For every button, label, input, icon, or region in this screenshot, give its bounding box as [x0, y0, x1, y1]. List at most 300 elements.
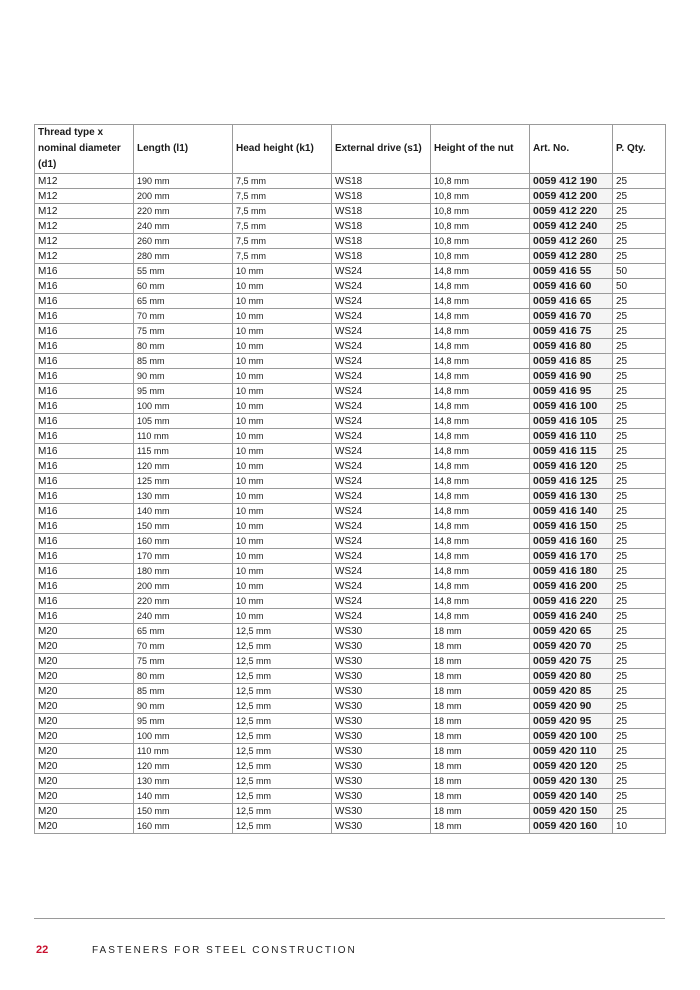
external-drive-cell: WS24 — [332, 459, 431, 474]
table-row — [35, 789, 666, 804]
nut-height-cell: 18 mm — [431, 714, 530, 729]
external-drive-cell: WS30 — [332, 789, 431, 804]
head-height-cell: 10 mm — [233, 504, 332, 519]
external-drive-cell: WS24 — [332, 594, 431, 609]
art-no-cell: 0059 416 85 — [530, 354, 613, 369]
table-row — [35, 579, 666, 594]
head-height-cell: 7,5 mm — [233, 204, 332, 219]
nut-height-cell: 14,8 mm — [431, 579, 530, 594]
nut-height-cell: 18 mm — [431, 654, 530, 669]
art-no-cell: 0059 416 150 — [530, 519, 613, 534]
section-title: FASTENERS FOR STEEL CONSTRUCTION — [92, 945, 357, 956]
thread-type-cell: M16 — [35, 459, 134, 474]
pack-qty-cell: 25 — [613, 219, 666, 234]
thread-type-cell: M16 — [35, 489, 134, 504]
nut-height-cell: 14,8 mm — [431, 429, 530, 444]
thread-type-cell: M20 — [35, 639, 134, 654]
nut-height-cell: 18 mm — [431, 804, 530, 819]
page-number: 22 — [36, 944, 49, 956]
table-row — [35, 189, 666, 204]
length-cell: 140 mm — [134, 789, 233, 804]
art-no-cell: 0059 420 140 — [530, 789, 613, 804]
length-cell: 170 mm — [134, 549, 233, 564]
pack-qty-cell: 25 — [613, 459, 666, 474]
thread-type-cell: M20 — [35, 789, 134, 804]
length-cell: 65 mm — [134, 294, 233, 309]
pack-qty-cell: 25 — [613, 534, 666, 549]
length-cell: 125 mm — [134, 474, 233, 489]
head-height-cell: 12,5 mm — [233, 624, 332, 639]
thread-type-cell: M20 — [35, 714, 134, 729]
external-drive-cell: WS30 — [332, 669, 431, 684]
head-height-cell: 12,5 mm — [233, 759, 332, 774]
table-row — [35, 504, 666, 519]
nut-height-cell: 14,8 mm — [431, 399, 530, 414]
length-cell: 150 mm — [134, 804, 233, 819]
thread-type-cell: M12 — [35, 174, 134, 189]
head-height-cell: 12,5 mm — [233, 729, 332, 744]
length-cell: 240 mm — [134, 609, 233, 624]
length-cell: 100 mm — [134, 729, 233, 744]
thread-type-cell: M16 — [35, 339, 134, 354]
pack-qty-cell: 25 — [613, 594, 666, 609]
table-row — [35, 519, 666, 534]
head-height-cell: 10 mm — [233, 384, 332, 399]
external-drive-cell: WS30 — [332, 774, 431, 789]
art-no-cell: 0059 412 200 — [530, 189, 613, 204]
nut-height-cell: 14,8 mm — [431, 414, 530, 429]
thread-type-cell: M16 — [35, 534, 134, 549]
art-no-cell: 0059 420 90 — [530, 699, 613, 714]
head-height-cell: 10 mm — [233, 429, 332, 444]
head-height-cell: 10 mm — [233, 414, 332, 429]
thread-type-cell: M12 — [35, 219, 134, 234]
external-drive-cell: WS24 — [332, 444, 431, 459]
table-row — [35, 714, 666, 729]
thread-type-cell: M16 — [35, 579, 134, 594]
length-cell: 140 mm — [134, 504, 233, 519]
head-height-cell: 10 mm — [233, 579, 332, 594]
art-no-cell: 0059 412 190 — [530, 174, 613, 189]
external-drive-cell: WS24 — [332, 339, 431, 354]
table-row — [35, 534, 666, 549]
length-cell: 110 mm — [134, 429, 233, 444]
external-drive-cell: WS24 — [332, 414, 431, 429]
external-drive-cell: WS30 — [332, 729, 431, 744]
nut-height-cell: 14,8 mm — [431, 549, 530, 564]
pack-qty-cell: 25 — [613, 189, 666, 204]
pack-qty-cell: 50 — [613, 279, 666, 294]
nut-height-cell: 14,8 mm — [431, 489, 530, 504]
pack-qty-cell: 25 — [613, 519, 666, 534]
table-row — [35, 249, 666, 264]
pack-qty-cell: 25 — [613, 609, 666, 624]
thread-type-cell: M20 — [35, 759, 134, 774]
art-no-cell: 0059 416 160 — [530, 534, 613, 549]
head-height-cell: 12,5 mm — [233, 774, 332, 789]
length-cell: 85 mm — [134, 684, 233, 699]
nut-height-cell: 14,8 mm — [431, 609, 530, 624]
thread-type-cell: M20 — [35, 729, 134, 744]
pack-qty-cell: 25 — [613, 804, 666, 819]
length-cell: 70 mm — [134, 639, 233, 654]
head-height-cell: 10 mm — [233, 489, 332, 504]
nut-height-cell: 14,8 mm — [431, 474, 530, 489]
length-cell: 180 mm — [134, 564, 233, 579]
art-no-cell: 0059 416 65 — [530, 294, 613, 309]
length-cell: 105 mm — [134, 414, 233, 429]
external-drive-cell: WS30 — [332, 759, 431, 774]
thread-type-cell: M16 — [35, 264, 134, 279]
art-no-cell: 0059 420 160 — [530, 819, 613, 834]
table-row — [35, 174, 666, 189]
external-drive-cell: WS30 — [332, 684, 431, 699]
art-no-cell: 0059 416 180 — [530, 564, 613, 579]
external-drive-cell: WS24 — [332, 564, 431, 579]
table-row — [35, 369, 666, 384]
header-row — [35, 125, 666, 174]
length-cell: 260 mm — [134, 234, 233, 249]
art-no-cell: 0059 420 130 — [530, 774, 613, 789]
head-height-cell: 10 mm — [233, 264, 332, 279]
length-cell: 130 mm — [134, 489, 233, 504]
thread-type-cell: M20 — [35, 624, 134, 639]
external-drive-cell: WS30 — [332, 654, 431, 669]
nut-height-cell: 14,8 mm — [431, 444, 530, 459]
length-cell: 115 mm — [134, 444, 233, 459]
art-no-cell: 0059 420 95 — [530, 714, 613, 729]
table-row — [35, 684, 666, 699]
nut-height-cell: 10,8 mm — [431, 249, 530, 264]
thread-type-cell: M16 — [35, 564, 134, 579]
pack-qty-cell: 10 — [613, 819, 666, 834]
footer-divider — [34, 918, 665, 919]
length-cell: 280 mm — [134, 249, 233, 264]
table-row — [35, 384, 666, 399]
pack-qty-cell: 25 — [613, 399, 666, 414]
external-drive-cell: WS24 — [332, 324, 431, 339]
pack-qty-cell: 25 — [613, 564, 666, 579]
external-drive-cell: WS30 — [332, 624, 431, 639]
external-drive-cell: WS24 — [332, 294, 431, 309]
art-no-cell: 0059 416 125 — [530, 474, 613, 489]
head-height-cell: 12,5 mm — [233, 669, 332, 684]
head-height-cell: 10 mm — [233, 459, 332, 474]
art-no-cell: 0059 420 150 — [530, 804, 613, 819]
header-external-drive: External drive (s1) — [332, 125, 431, 174]
length-cell: 110 mm — [134, 744, 233, 759]
pack-qty-cell: 25 — [613, 549, 666, 564]
table-row — [35, 474, 666, 489]
length-cell: 160 mm — [134, 819, 233, 834]
nut-height-cell: 18 mm — [431, 624, 530, 639]
thread-type-cell: M12 — [35, 204, 134, 219]
nut-height-cell: 14,8 mm — [431, 384, 530, 399]
external-drive-cell: WS24 — [332, 369, 431, 384]
external-drive-cell: WS24 — [332, 489, 431, 504]
head-height-cell: 10 mm — [233, 549, 332, 564]
thread-type-cell: M16 — [35, 309, 134, 324]
thread-type-cell: M16 — [35, 609, 134, 624]
nut-height-cell: 18 mm — [431, 684, 530, 699]
external-drive-cell: WS30 — [332, 744, 431, 759]
nut-height-cell: 14,8 mm — [431, 279, 530, 294]
pack-qty-cell: 25 — [613, 684, 666, 699]
nut-height-cell: 18 mm — [431, 729, 530, 744]
nut-height-cell: 14,8 mm — [431, 369, 530, 384]
table-row — [35, 264, 666, 279]
table-row — [35, 639, 666, 654]
thread-type-cell: M16 — [35, 369, 134, 384]
thread-type-cell: M16 — [35, 384, 134, 399]
thread-type-cell: M20 — [35, 684, 134, 699]
nut-height-cell: 18 mm — [431, 669, 530, 684]
pack-qty-cell: 25 — [613, 384, 666, 399]
pack-qty-cell: 25 — [613, 699, 666, 714]
pack-qty-cell: 25 — [613, 444, 666, 459]
art-no-cell: 0059 420 85 — [530, 684, 613, 699]
art-no-cell: 0059 416 105 — [530, 414, 613, 429]
art-no-cell: 0059 420 75 — [530, 654, 613, 669]
table-row — [35, 699, 666, 714]
length-cell: 160 mm — [134, 534, 233, 549]
pack-qty-cell: 25 — [613, 504, 666, 519]
head-height-cell: 7,5 mm — [233, 189, 332, 204]
pack-qty-cell: 25 — [613, 354, 666, 369]
head-height-cell: 10 mm — [233, 534, 332, 549]
art-no-cell: 0059 416 75 — [530, 324, 613, 339]
art-no-cell: 0059 416 70 — [530, 309, 613, 324]
table-row — [35, 204, 666, 219]
head-height-cell: 12,5 mm — [233, 819, 332, 834]
pack-qty-cell: 25 — [613, 324, 666, 339]
nut-height-cell: 10,8 mm — [431, 189, 530, 204]
nut-height-cell: 14,8 mm — [431, 324, 530, 339]
thread-type-cell: M16 — [35, 279, 134, 294]
pack-qty-cell: 25 — [613, 309, 666, 324]
table-row — [35, 444, 666, 459]
external-drive-cell: WS24 — [332, 534, 431, 549]
head-height-cell: 10 mm — [233, 339, 332, 354]
thread-type-cell: M16 — [35, 549, 134, 564]
art-no-cell: 0059 416 140 — [530, 504, 613, 519]
table-header — [35, 125, 666, 174]
length-cell: 190 mm — [134, 174, 233, 189]
external-drive-cell: WS30 — [332, 804, 431, 819]
pack-qty-cell: 25 — [613, 249, 666, 264]
external-drive-cell: WS24 — [332, 264, 431, 279]
head-height-cell: 10 mm — [233, 594, 332, 609]
external-drive-cell: WS18 — [332, 189, 431, 204]
length-cell: 60 mm — [134, 279, 233, 294]
art-no-cell: 0059 416 55 — [530, 264, 613, 279]
pack-qty-cell: 25 — [613, 294, 666, 309]
external-drive-cell: WS18 — [332, 174, 431, 189]
table-row — [35, 219, 666, 234]
art-no-cell: 0059 416 95 — [530, 384, 613, 399]
art-no-cell: 0059 420 70 — [530, 639, 613, 654]
art-no-cell: 0059 416 220 — [530, 594, 613, 609]
art-no-cell: 0059 416 110 — [530, 429, 613, 444]
thread-type-cell: M16 — [35, 414, 134, 429]
table-row — [35, 744, 666, 759]
table-row — [35, 309, 666, 324]
header-length: Length (l1) — [134, 125, 233, 174]
pack-qty-cell: 25 — [613, 414, 666, 429]
pack-qty-cell: 25 — [613, 774, 666, 789]
table-row — [35, 819, 666, 834]
art-no-cell: 0059 416 115 — [530, 444, 613, 459]
length-cell: 95 mm — [134, 384, 233, 399]
pack-qty-cell: 25 — [613, 714, 666, 729]
table-row — [35, 429, 666, 444]
nut-height-cell: 18 mm — [431, 759, 530, 774]
header-head-height: Head height (k1) — [233, 125, 332, 174]
thread-type-cell: M16 — [35, 429, 134, 444]
length-cell: 200 mm — [134, 189, 233, 204]
pack-qty-cell: 25 — [613, 174, 666, 189]
header-art-no: Art. No. — [530, 125, 613, 174]
nut-height-cell: 14,8 mm — [431, 264, 530, 279]
external-drive-cell: WS30 — [332, 639, 431, 654]
pack-qty-cell: 25 — [613, 204, 666, 219]
table-row — [35, 759, 666, 774]
length-cell: 85 mm — [134, 354, 233, 369]
head-height-cell: 10 mm — [233, 279, 332, 294]
length-cell: 80 mm — [134, 339, 233, 354]
head-height-cell: 10 mm — [233, 354, 332, 369]
head-height-cell: 10 mm — [233, 369, 332, 384]
pack-qty-cell: 25 — [613, 339, 666, 354]
head-height-cell: 7,5 mm — [233, 174, 332, 189]
length-cell: 90 mm — [134, 369, 233, 384]
length-cell: 65 mm — [134, 624, 233, 639]
art-no-cell: 0059 420 110 — [530, 744, 613, 759]
head-height-cell: 12,5 mm — [233, 714, 332, 729]
table-row — [35, 609, 666, 624]
head-height-cell: 7,5 mm — [233, 219, 332, 234]
art-no-cell: 0059 412 240 — [530, 219, 613, 234]
length-cell: 220 mm — [134, 204, 233, 219]
head-height-cell: 12,5 mm — [233, 699, 332, 714]
nut-height-cell: 14,8 mm — [431, 504, 530, 519]
nut-height-cell: 14,8 mm — [431, 594, 530, 609]
table-row — [35, 774, 666, 789]
head-height-cell: 12,5 mm — [233, 639, 332, 654]
table-row — [35, 549, 666, 564]
pack-qty-cell: 25 — [613, 579, 666, 594]
nut-height-cell: 14,8 mm — [431, 564, 530, 579]
external-drive-cell: WS24 — [332, 609, 431, 624]
table-row — [35, 414, 666, 429]
thread-type-cell: M12 — [35, 189, 134, 204]
head-height-cell: 10 mm — [233, 294, 332, 309]
nut-height-cell: 18 mm — [431, 699, 530, 714]
art-no-cell: 0059 416 200 — [530, 579, 613, 594]
length-cell: 95 mm — [134, 714, 233, 729]
thread-type-cell: M16 — [35, 474, 134, 489]
nut-height-cell: 14,8 mm — [431, 294, 530, 309]
thread-type-cell: M20 — [35, 804, 134, 819]
product-spec-table — [34, 124, 666, 834]
nut-height-cell: 10,8 mm — [431, 174, 530, 189]
head-height-cell: 7,5 mm — [233, 234, 332, 249]
external-drive-cell: WS30 — [332, 819, 431, 834]
external-drive-cell: WS30 — [332, 714, 431, 729]
thread-type-cell: M20 — [35, 699, 134, 714]
external-drive-cell: WS24 — [332, 279, 431, 294]
thread-type-cell: M20 — [35, 669, 134, 684]
head-height-cell: 10 mm — [233, 399, 332, 414]
nut-height-cell: 14,8 mm — [431, 519, 530, 534]
head-height-cell: 10 mm — [233, 609, 332, 624]
external-drive-cell: WS24 — [332, 519, 431, 534]
length-cell: 240 mm — [134, 219, 233, 234]
pack-qty-cell: 25 — [613, 759, 666, 774]
length-cell: 130 mm — [134, 774, 233, 789]
length-cell: 220 mm — [134, 594, 233, 609]
head-height-cell: 12,5 mm — [233, 789, 332, 804]
art-no-cell: 0059 416 90 — [530, 369, 613, 384]
pack-qty-cell: 25 — [613, 624, 666, 639]
header-thread-type: Thread type x nominal diameter (d1) — [35, 125, 134, 174]
pack-qty-cell: 25 — [613, 744, 666, 759]
thread-type-cell: M16 — [35, 519, 134, 534]
table-row — [35, 594, 666, 609]
art-no-cell: 0059 416 170 — [530, 549, 613, 564]
external-drive-cell: WS18 — [332, 219, 431, 234]
art-no-cell: 0059 412 220 — [530, 204, 613, 219]
external-drive-cell: WS24 — [332, 384, 431, 399]
external-drive-cell: WS24 — [332, 579, 431, 594]
length-cell: 55 mm — [134, 264, 233, 279]
thread-type-cell: M16 — [35, 354, 134, 369]
art-no-cell: 0059 412 260 — [530, 234, 613, 249]
thread-type-cell: M20 — [35, 819, 134, 834]
table-row — [35, 489, 666, 504]
pack-qty-cell: 25 — [613, 474, 666, 489]
table-row — [35, 294, 666, 309]
head-height-cell: 10 mm — [233, 444, 332, 459]
art-no-cell: 0059 416 120 — [530, 459, 613, 474]
head-height-cell: 10 mm — [233, 474, 332, 489]
length-cell: 75 mm — [134, 324, 233, 339]
thread-type-cell: M20 — [35, 654, 134, 669]
pack-qty-cell: 25 — [613, 429, 666, 444]
table-body — [35, 174, 666, 834]
art-no-cell: 0059 416 60 — [530, 279, 613, 294]
nut-height-cell: 14,8 mm — [431, 309, 530, 324]
table-row — [35, 279, 666, 294]
length-cell: 120 mm — [134, 459, 233, 474]
length-cell: 80 mm — [134, 669, 233, 684]
thread-type-cell: M20 — [35, 744, 134, 759]
external-drive-cell: WS18 — [332, 234, 431, 249]
external-drive-cell: WS24 — [332, 504, 431, 519]
nut-height-cell: 10,8 mm — [431, 204, 530, 219]
nut-height-cell: 14,8 mm — [431, 339, 530, 354]
head-height-cell: 12,5 mm — [233, 744, 332, 759]
nut-height-cell: 18 mm — [431, 789, 530, 804]
pack-qty-cell: 25 — [613, 369, 666, 384]
external-drive-cell: WS24 — [332, 354, 431, 369]
table-row — [35, 399, 666, 414]
length-cell: 70 mm — [134, 309, 233, 324]
thread-type-cell: M16 — [35, 399, 134, 414]
table-row — [35, 564, 666, 579]
head-height-cell: 10 mm — [233, 309, 332, 324]
header-pack-qty: P. Qty. — [613, 125, 666, 174]
